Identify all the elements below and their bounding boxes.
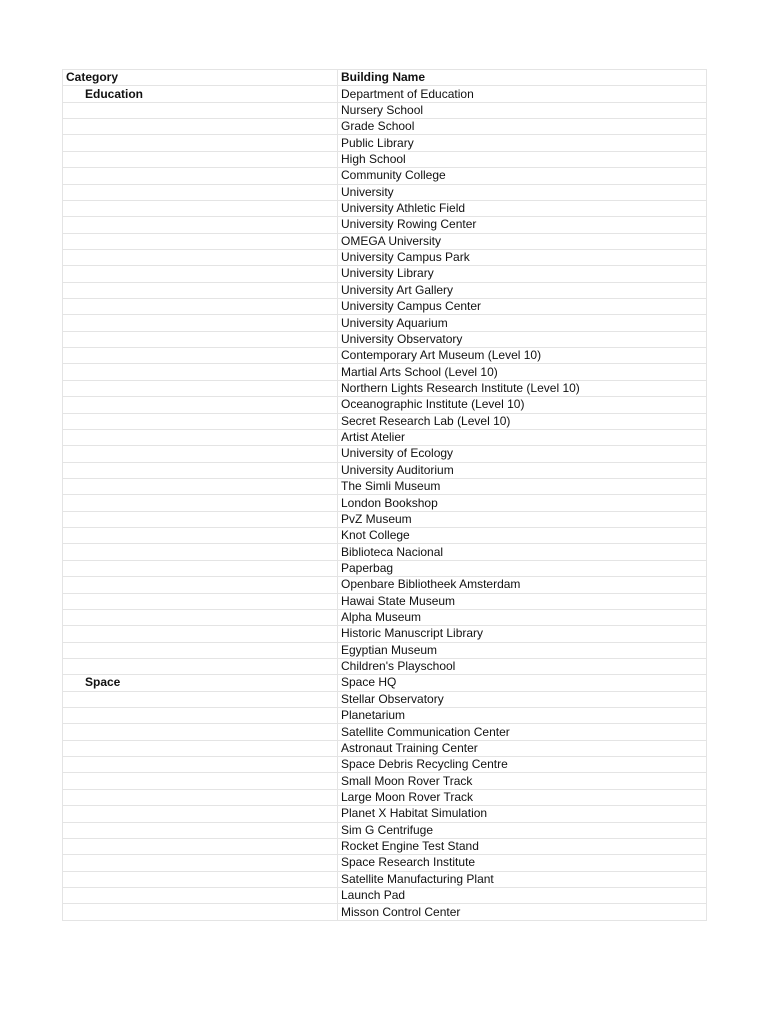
table-row xyxy=(63,249,707,265)
category-cell xyxy=(63,478,338,494)
category-cell xyxy=(63,380,338,396)
building-name-cell: Alpha Museum xyxy=(338,609,707,625)
table-row xyxy=(63,887,707,903)
building-name-cell: The Simli Museum xyxy=(338,478,707,494)
building-name-cell: Northern Lights Research Institute (Level 10) xyxy=(338,380,707,396)
category-cell xyxy=(63,838,338,854)
table-row xyxy=(63,364,707,380)
table-row xyxy=(63,380,707,396)
table-row xyxy=(63,462,707,478)
category-cell xyxy=(63,511,338,527)
table-row xyxy=(63,282,707,298)
table-row xyxy=(63,119,707,135)
building-name-cell: University Athletic Field xyxy=(338,200,707,216)
table-row xyxy=(63,299,707,315)
table-row xyxy=(63,102,707,118)
table-row xyxy=(63,184,707,200)
table-row xyxy=(63,675,707,691)
category-cell xyxy=(63,577,338,593)
category-label: Education xyxy=(63,86,338,102)
table-row xyxy=(63,200,707,216)
building-name-cell: Artist Atelier xyxy=(338,429,707,445)
building-name-cell: University Campus Park xyxy=(338,249,707,265)
category-cell xyxy=(63,708,338,724)
table-row xyxy=(63,397,707,413)
table-row xyxy=(63,544,707,560)
category-cell xyxy=(63,658,338,674)
category-cell xyxy=(63,266,338,282)
category-cell xyxy=(63,299,338,315)
table-row xyxy=(63,478,707,494)
category-cell xyxy=(63,217,338,233)
table-row xyxy=(63,151,707,167)
category-cell xyxy=(63,119,338,135)
building-name-cell: Department of Education xyxy=(338,86,707,102)
category-cell xyxy=(63,740,338,756)
table-row xyxy=(63,822,707,838)
building-name-cell: University xyxy=(338,184,707,200)
table-row xyxy=(63,266,707,282)
building-name-cell: Astronaut Training Center xyxy=(338,740,707,756)
building-name-cell: Misson Control Center xyxy=(338,904,707,920)
table-header-row xyxy=(63,70,707,86)
building-name-cell: Nursery School xyxy=(338,102,707,118)
table-row xyxy=(63,609,707,625)
building-table-body xyxy=(63,70,707,921)
building-name-cell: University Library xyxy=(338,266,707,282)
category-label: Space xyxy=(63,675,338,691)
building-name-cell: Contemporary Art Museum (Level 10) xyxy=(338,348,707,364)
table-row xyxy=(63,135,707,151)
building-table xyxy=(62,69,707,921)
category-cell xyxy=(63,855,338,871)
building-name-cell: Children's Playschool xyxy=(338,658,707,674)
table-row xyxy=(63,217,707,233)
table-row xyxy=(63,789,707,805)
category-cell xyxy=(63,200,338,216)
category-cell xyxy=(63,789,338,805)
building-name-cell: Sim G Centrifuge xyxy=(338,822,707,838)
category-cell xyxy=(63,593,338,609)
building-name-cell: Space Research Institute xyxy=(338,855,707,871)
category-cell xyxy=(63,904,338,920)
building-name-cell: Historic Manuscript Library xyxy=(338,626,707,642)
category-cell xyxy=(63,642,338,658)
table-row xyxy=(63,86,707,102)
building-name-cell: Large Moon Rover Track xyxy=(338,789,707,805)
category-cell xyxy=(63,822,338,838)
category-cell xyxy=(63,773,338,789)
category-cell xyxy=(63,560,338,576)
category-cell xyxy=(63,348,338,364)
category-cell xyxy=(63,462,338,478)
building-name-cell: Grade School xyxy=(338,119,707,135)
category-cell xyxy=(63,429,338,445)
building-name-cell: University Art Gallery xyxy=(338,282,707,298)
category-cell xyxy=(63,626,338,642)
building-name-cell: Biblioteca Nacional xyxy=(338,544,707,560)
table-row xyxy=(63,413,707,429)
table-row xyxy=(63,560,707,576)
building-name-cell: High School xyxy=(338,151,707,167)
category-cell xyxy=(63,168,338,184)
building-name-cell: OMEGA University xyxy=(338,233,707,249)
building-name-cell: University of Ecology xyxy=(338,446,707,462)
building-name-cell: Paperbag xyxy=(338,560,707,576)
building-name-cell: Knot College xyxy=(338,528,707,544)
category-cell xyxy=(63,397,338,413)
building-name-cell: Hawai State Museum xyxy=(338,593,707,609)
category-cell xyxy=(63,806,338,822)
table-row xyxy=(63,331,707,347)
category-cell xyxy=(63,135,338,151)
category-cell xyxy=(63,691,338,707)
table-row xyxy=(63,691,707,707)
table-row xyxy=(63,724,707,740)
table-row xyxy=(63,708,707,724)
category-cell xyxy=(63,544,338,560)
category-cell xyxy=(63,609,338,625)
category-cell xyxy=(63,331,338,347)
building-name-cell: University Auditorium xyxy=(338,462,707,478)
category-cell xyxy=(63,233,338,249)
category-cell xyxy=(63,364,338,380)
table-row xyxy=(63,593,707,609)
category-cell xyxy=(63,446,338,462)
building-name-cell: Public Library xyxy=(338,135,707,151)
category-cell xyxy=(63,495,338,511)
header-building-name: Building Name xyxy=(338,70,707,86)
building-name-cell: Oceanographic Institute (Level 10) xyxy=(338,397,707,413)
building-name-cell: Launch Pad xyxy=(338,887,707,903)
category-cell xyxy=(63,249,338,265)
table-row xyxy=(63,871,707,887)
table-row xyxy=(63,495,707,511)
building-name-cell: Satellite Communication Center xyxy=(338,724,707,740)
table-row xyxy=(63,446,707,462)
building-name-cell: Space Debris Recycling Centre xyxy=(338,757,707,773)
table-row xyxy=(63,315,707,331)
table-row xyxy=(63,642,707,658)
building-name-cell: London Bookshop xyxy=(338,495,707,511)
building-name-cell: University Observatory xyxy=(338,331,707,347)
table-row xyxy=(63,773,707,789)
building-name-cell: Satellite Manufacturing Plant xyxy=(338,871,707,887)
building-name-cell: University Aquarium xyxy=(338,315,707,331)
table-row xyxy=(63,348,707,364)
building-name-cell: Martial Arts School (Level 10) xyxy=(338,364,707,380)
category-cell xyxy=(63,757,338,773)
building-name-cell: Community College xyxy=(338,168,707,184)
table-row xyxy=(63,528,707,544)
category-cell xyxy=(63,282,338,298)
table-row xyxy=(63,577,707,593)
table-row xyxy=(63,658,707,674)
building-name-cell: Space HQ xyxy=(338,675,707,691)
building-name-cell: University Campus Center xyxy=(338,299,707,315)
category-cell xyxy=(63,724,338,740)
table-row xyxy=(63,757,707,773)
building-name-cell: University Rowing Center xyxy=(338,217,707,233)
table-row xyxy=(63,626,707,642)
category-cell xyxy=(63,413,338,429)
building-name-cell: Openbare Bibliotheek Amsterdam xyxy=(338,577,707,593)
category-cell xyxy=(63,528,338,544)
building-name-cell: Small Moon Rover Track xyxy=(338,773,707,789)
table-row xyxy=(63,429,707,445)
table-row xyxy=(63,233,707,249)
building-name-cell: Egyptian Museum xyxy=(338,642,707,658)
category-cell xyxy=(63,151,338,167)
table-row xyxy=(63,511,707,527)
header-category: Category xyxy=(63,70,338,86)
building-name-cell: Stellar Observatory xyxy=(338,691,707,707)
table-row xyxy=(63,806,707,822)
table-row xyxy=(63,740,707,756)
building-name-cell: PvZ Museum xyxy=(338,511,707,527)
category-cell xyxy=(63,887,338,903)
category-cell xyxy=(63,102,338,118)
building-name-cell: Rocket Engine Test Stand xyxy=(338,838,707,854)
table-row xyxy=(63,838,707,854)
category-cell xyxy=(63,184,338,200)
table-row xyxy=(63,904,707,920)
building-name-cell: Planetarium xyxy=(338,708,707,724)
category-cell xyxy=(63,871,338,887)
building-name-cell: Planet X Habitat Simulation xyxy=(338,806,707,822)
category-cell xyxy=(63,315,338,331)
building-name-cell: Secret Research Lab (Level 10) xyxy=(338,413,707,429)
table-row xyxy=(63,855,707,871)
table-row xyxy=(63,168,707,184)
